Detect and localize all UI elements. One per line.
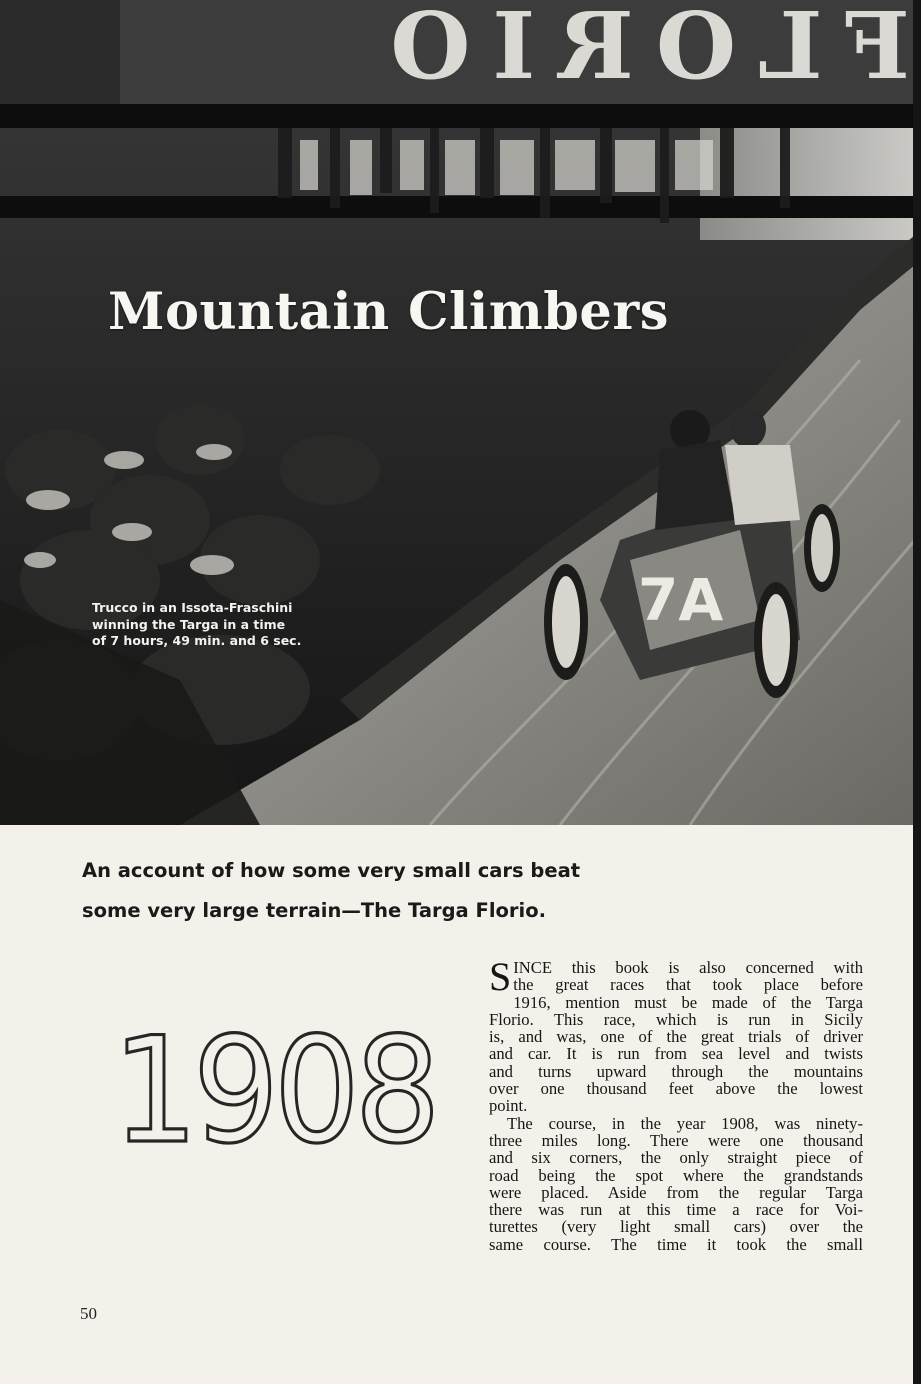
page-edge-shadow [913,0,921,1384]
photo-caption [92,600,332,650]
text-line: turettes (very light small cars) over the [489,1217,863,1237]
text-line: and turns upward through the mountains [489,1061,863,1081]
text-line: INCE this book is also concerned with [513,958,863,977]
year-text: 1908 [112,1006,436,1176]
article-title: Mountain Climbers [108,282,669,342]
text-line: point. [489,1096,528,1116]
text-line: and six corners, the only straight piece of [489,1148,863,1168]
text-line: 1916, mention must be made of the Targa [513,992,863,1012]
text-line: the great races that took place before [513,975,863,995]
text-line: and car. It is run from sea level and twists [489,1044,863,1064]
drop-cap: S [489,954,512,999]
year-heading [112,1006,436,1176]
text-line: over one thousand feet above the lowest [489,1079,863,1099]
text-line: The course, in the year 1908, was ninety- [507,1113,863,1133]
text-line: Florio. This race, which is run in Sicily [489,1009,863,1029]
text-line: road being the spot where the grandstands [489,1165,863,1185]
text-line: were placed. Aside from the regular Targa [489,1182,863,1202]
car-number: 7A [638,566,724,634]
banner-lettering: FLORIO [368,0,910,100]
text-line: is, and was, one of the great trials of driver [489,1027,863,1047]
article-body [489,954,863,1254]
subtitle-line: An account of how some very small cars beat [82,859,581,882]
page-number: 50 [80,1304,97,1323]
text-line: three miles long. There were one thousand [489,1130,863,1150]
text-line: same course. The time it took the small [489,1234,863,1254]
text-line: there was run at this time a race for Voi- [489,1200,863,1220]
caption-line: Trucco in an Issota-Fraschini [92,600,293,615]
caption-line: winning the Targa in a time [92,616,286,632]
subtitle-line: some very large terrain—The Targa Florio. [82,899,547,922]
article-subtitle [82,851,642,931]
caption-line: of 7 hours, 49 min. and 6 sec. [92,633,302,648]
